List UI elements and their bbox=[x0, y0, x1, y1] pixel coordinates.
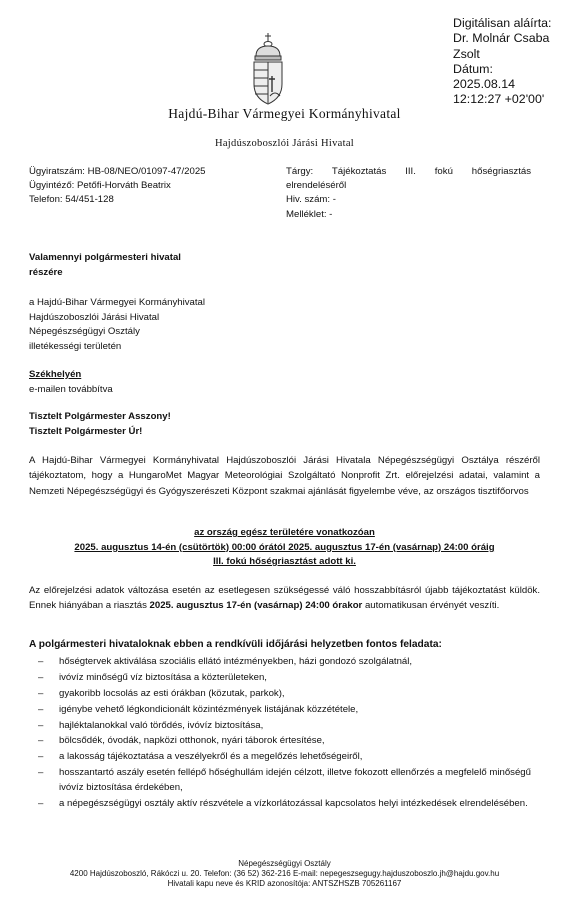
task-text: hajléktalanokkal való törődés, ivóvíz biztosítása, bbox=[59, 719, 264, 731]
digital-signature-block bbox=[453, 16, 551, 108]
tasks-list bbox=[38, 655, 543, 813]
signature-signer: Dr. Molnár Csaba bbox=[453, 31, 550, 46]
task-dash: – bbox=[38, 671, 44, 683]
body-paragraph-2 bbox=[29, 583, 540, 614]
announcement bbox=[29, 526, 540, 570]
seat-block bbox=[29, 368, 113, 397]
task-text: a lakosság tájékoztatása a veszélyekről és a megelőzés lehetőségeiről, bbox=[59, 751, 363, 763]
task-dash: – bbox=[38, 735, 44, 747]
case-meta bbox=[29, 165, 206, 208]
recipient-line: Valamennyi polgármesteri hivatal bbox=[29, 252, 181, 263]
recipient bbox=[29, 251, 181, 280]
task-item bbox=[38, 797, 543, 812]
announcement-line: III. fokú hőségriasztást adott ki. bbox=[213, 556, 356, 567]
footer bbox=[0, 859, 569, 889]
office-line: Népegészségügyi Osztály bbox=[29, 326, 140, 337]
body-paragraph-1: A Hajdú-Bihar Vármegyei Kormányhivatal Hajdúszoboszlói Járási Hivatala Népegészségügyi Osztálya részéről tájékoztatom, hogy a HungaroMet Magyar Meteorológiai Szolgáltató Nonprofit Zrt. előrejelzési adatai, valamint a Nemzeti Népegészségügyi és Gyógyszerészeti Központ szakmai ajánlását figyelembe véve, az országos tisztifőorvos bbox=[29, 455, 540, 497]
task-text: hosszantartó aszály esetén fellépő hőséghullám idején célzott, illetve fokozott ellenőrzés a megfelelő minőségű ivóvíz biztosítása érdekében, bbox=[59, 767, 531, 793]
signature-line: Digitálisan aláírta: bbox=[453, 16, 552, 30]
task-item bbox=[38, 703, 543, 718]
subject-line-cont: elrendeléséről bbox=[286, 180, 347, 192]
footer-contact: 4200 Hajdúszoboszló, Rákóczi u. 20. Telefon: (36 52) 362-216 E-mail: nepegeszsegugy.hajduszoboszlo.jh@hajdu.gov.hu bbox=[69, 869, 500, 878]
task-item bbox=[38, 766, 543, 795]
greeting bbox=[29, 410, 171, 439]
task-item bbox=[38, 687, 543, 702]
task-item bbox=[38, 734, 543, 749]
subject-meta bbox=[286, 165, 531, 222]
task-text: a népegészségügyi osztály aktív részvétele a vízkorlátozással kapcsolatos helyi intézkedések elrendelésében. bbox=[59, 797, 528, 809]
case-handler: Ügyintéző: Petőfi-Horváth Beatrix bbox=[29, 180, 171, 192]
task-dash: – bbox=[38, 687, 44, 699]
recipient-line: részére bbox=[29, 266, 63, 278]
footer-krid: Hivatali kapu neve és KRID azonosítója: ANTSZHSZB 705261167 bbox=[167, 879, 402, 888]
office-line: illetékességi területén bbox=[29, 340, 122, 352]
coat-of-arms-icon bbox=[250, 32, 286, 106]
signature-time: 12:12:27 +02'00' bbox=[453, 92, 545, 107]
task-dash: – bbox=[38, 703, 44, 715]
task-text: bölcsődék, óvodák, napközi otthonok, nyári táborok értesítése, bbox=[59, 735, 325, 747]
task-item bbox=[38, 671, 543, 686]
signature-signer-cont: Zsolt bbox=[453, 46, 480, 61]
case-phone: Telefon: 54/451-128 bbox=[29, 194, 114, 206]
office-line: Hajdúszoboszlói Járási Hivatal bbox=[29, 311, 160, 323]
task-dash: – bbox=[38, 656, 44, 667]
greeting-line: Tisztelt Polgármester Asszony! bbox=[29, 411, 171, 422]
task-dash: – bbox=[38, 751, 44, 763]
agency-name: Hajdú-Bihar Vármegyei Kormányhivatal bbox=[168, 106, 401, 121]
body-bold: 2025. augusztus 17-én (vasárnap) 24:00 órakor bbox=[149, 600, 363, 612]
body-text: automatikusan érvényét veszíti. bbox=[362, 600, 500, 612]
subject-line: Tárgy: Tájékoztatás III. fokú hőségriasztás bbox=[286, 166, 531, 177]
task-item bbox=[38, 750, 543, 765]
task-item bbox=[38, 719, 543, 734]
announcement-line: 2025. augusztus 14-én (csütörtök) 00:00 órától 2025. augusztus 17-én (vasárnap) 24:00 óráig bbox=[74, 541, 495, 553]
seat-value: e-mailen továbbítva bbox=[29, 383, 113, 395]
task-text: igénybe vehető légkondicionált közintézmények listájának közzététele, bbox=[59, 703, 359, 715]
body-text: Az előrejelzési adatok változása esetén az esetlegesen szükségessé váló hosszabbításról újabb tájékoztatást küldök. Ennek hiányában a riasztás bbox=[29, 585, 540, 612]
tasks-title: A polgármesteri hivataloknak ebben a rendkívüli időjárási helyzetben fontos feladata: bbox=[29, 639, 442, 650]
office-block bbox=[29, 296, 205, 354]
announcement-line: az ország egész területére vonatkozóan bbox=[194, 527, 375, 538]
seat-label: Székhelyén bbox=[29, 369, 82, 380]
signature-date-label: Dátum: bbox=[453, 61, 493, 76]
footer-department: Népegészségügyi Osztály bbox=[238, 859, 331, 868]
reference-number: Hiv. szám: - bbox=[286, 194, 336, 206]
signature-date: 2025.08.14 bbox=[453, 77, 516, 92]
task-dash: – bbox=[38, 719, 44, 731]
greeting-line: Tisztelt Polgármester Úr! bbox=[29, 425, 143, 437]
task-text: gyakoribb locsolás az esti órákban (közutak, parkok), bbox=[59, 687, 285, 699]
task-text: ivóvíz minőségű víz biztosítása a közterületeken, bbox=[59, 671, 267, 683]
task-dash: – bbox=[38, 767, 44, 779]
office-name: Hajdúszoboszlói Járási Hivatal bbox=[214, 138, 355, 149]
task-item bbox=[38, 655, 543, 670]
task-dash: – bbox=[38, 797, 44, 809]
task-text: hőségtervek aktiválása szociális ellátó intézményekben, házi gondozó szolgálatnál, bbox=[59, 656, 413, 667]
attachment: Melléklet: - bbox=[286, 208, 333, 220]
office-line: a Hajdú-Bihar Vármegyei Kormányhivatal bbox=[29, 297, 205, 308]
case-number: Ügyiratszám: HB-08/NEO/01097-47/2025 bbox=[29, 166, 206, 177]
